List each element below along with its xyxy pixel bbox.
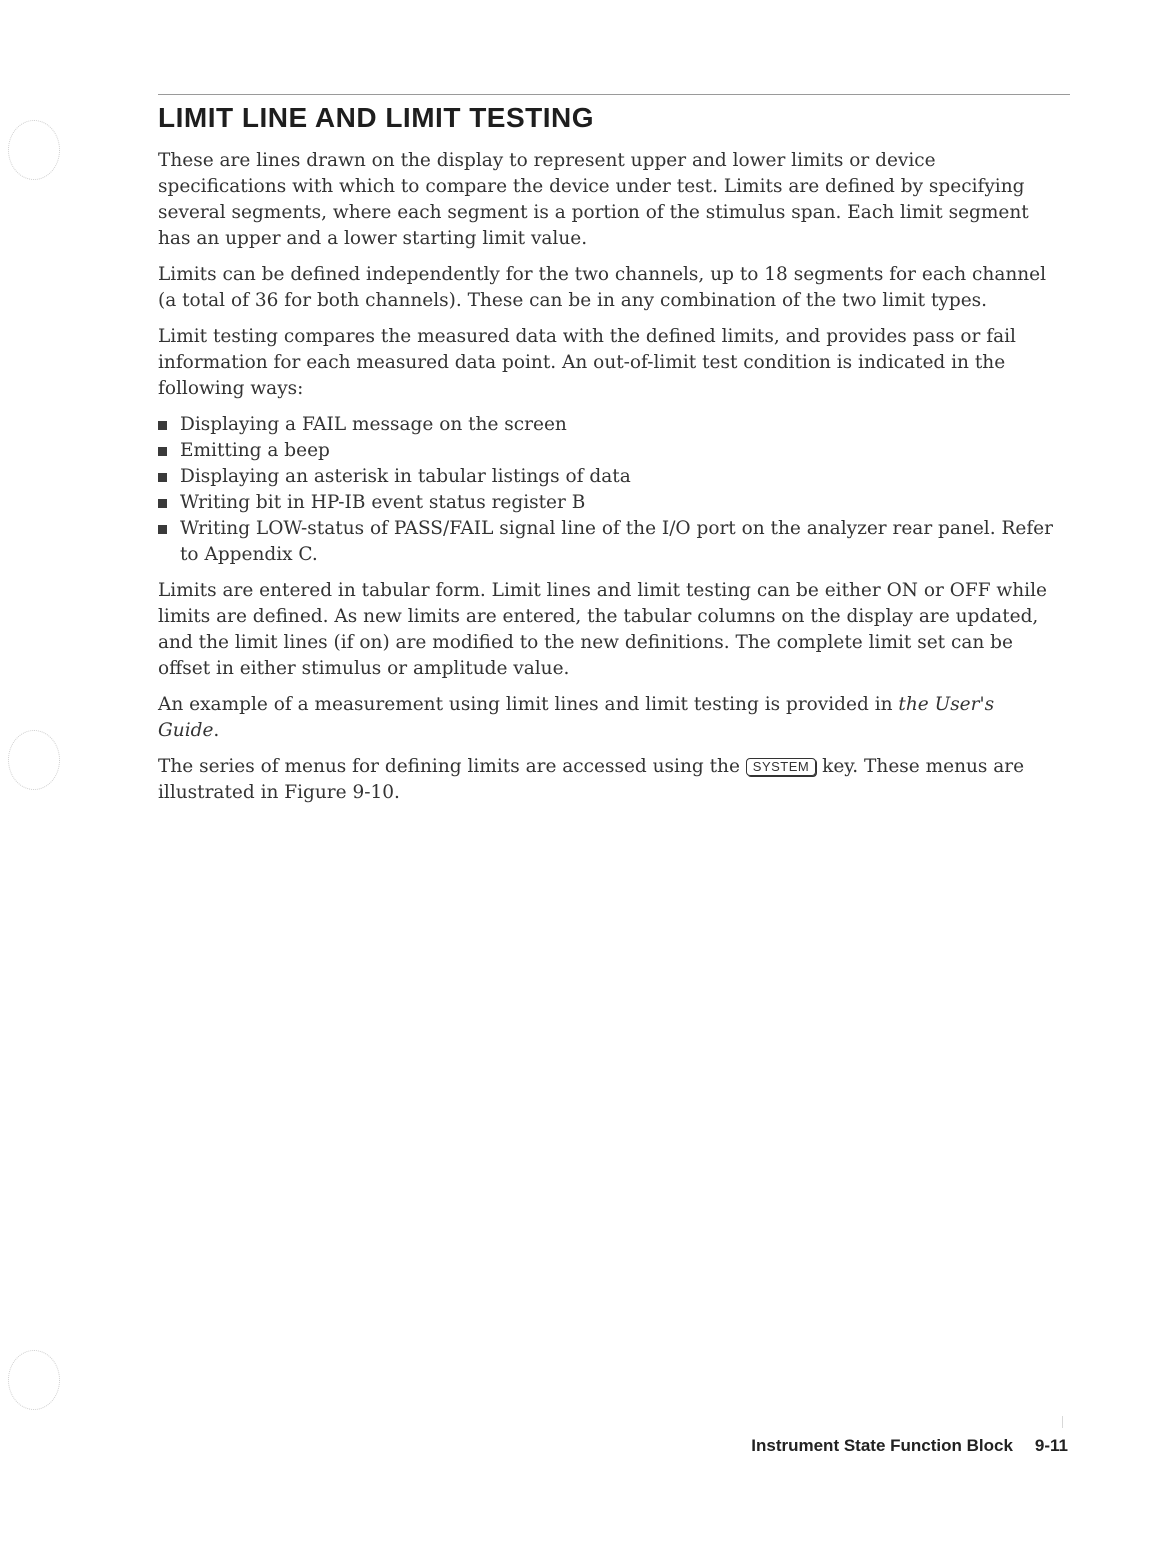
paragraph-channels: Limits can be defined independently for the two channels, up to 18 segments for each channel (a total of 36 for both channels). These can be in any combination of the two limit types.	[158, 264, 1047, 311]
list-item-text: Displaying an asterisk in tabular listings of data	[180, 466, 631, 487]
paragraph-tabular-form: Limits are entered in tabular form. Limit lines and limit testing can be either ON or OFF while limits are defined. As new limits are entered, the tabular columns on the display are updated, and the limit lines (if on) are modified to the new definitions. The complete limit set can be offset in either stimulus or amplitude value.	[158, 580, 1047, 679]
list-item	[158, 490, 1058, 516]
page-number: 9-11	[1034, 1436, 1068, 1455]
fail-indication-list	[158, 412, 1058, 568]
list-item	[158, 516, 1058, 568]
binder-hole-mark	[8, 120, 60, 180]
body-content	[158, 148, 1058, 816]
users-guide-reference: the User's Guide	[158, 694, 995, 741]
example-text: An example of a measurement using limit lines and limit testing is provided in	[158, 694, 899, 715]
margin-tick	[1062, 1416, 1063, 1428]
footer-section-name: Instrument State Function Block	[751, 1436, 1013, 1455]
system-key-keycap: SYSTEM	[746, 758, 816, 776]
paragraph-example	[158, 692, 1058, 744]
binder-hole-mark	[8, 730, 60, 790]
bullet-square-icon	[158, 421, 167, 430]
list-item	[158, 412, 1058, 438]
list-item-text: Writing LOW-status of PASS/FAIL signal line of the I/O port on the analyzer rear panel. Refer to Appendix C.	[180, 518, 1053, 565]
paragraph-menus	[158, 754, 1058, 806]
paragraph-limit-testing: Limit testing compares the measured data with the defined limits, and provides pass or fail information for each measured data point. An out-of-limit test condition is indicated in the following ways:	[158, 326, 1016, 399]
menus-text-end: key. These menus are illustrated in Figure 9-10.	[158, 756, 1025, 803]
example-text-end: .	[213, 720, 220, 741]
list-item-text: Emitting a beep	[180, 440, 330, 461]
menus-text: The series of menus for defining limits are accessed using the	[158, 756, 746, 777]
list-item	[158, 438, 1058, 464]
page-footer	[751, 1436, 1068, 1456]
bullet-square-icon	[158, 525, 167, 534]
top-rule	[158, 94, 1070, 95]
list-item	[158, 464, 1058, 490]
bullet-square-icon	[158, 499, 167, 508]
bullet-square-icon	[158, 473, 167, 482]
list-item-text: Writing bit in HP-IB event status register B	[180, 492, 586, 513]
bullet-square-icon	[158, 447, 167, 456]
section-title: LIMIT LINE AND LIMIT TESTING	[158, 102, 595, 133]
list-item-text: Displaying a FAIL message on the screen	[180, 414, 567, 435]
paragraph-intro: These are lines drawn on the display to represent upper and lower limits or device specifications with which to compare the device under test. Limits are defined by specifying several segments, where each segment is a portion of the stimulus span. Each limit segment has an upper and a lower starting limit value.	[158, 150, 1029, 249]
binder-hole-mark	[8, 1350, 60, 1410]
